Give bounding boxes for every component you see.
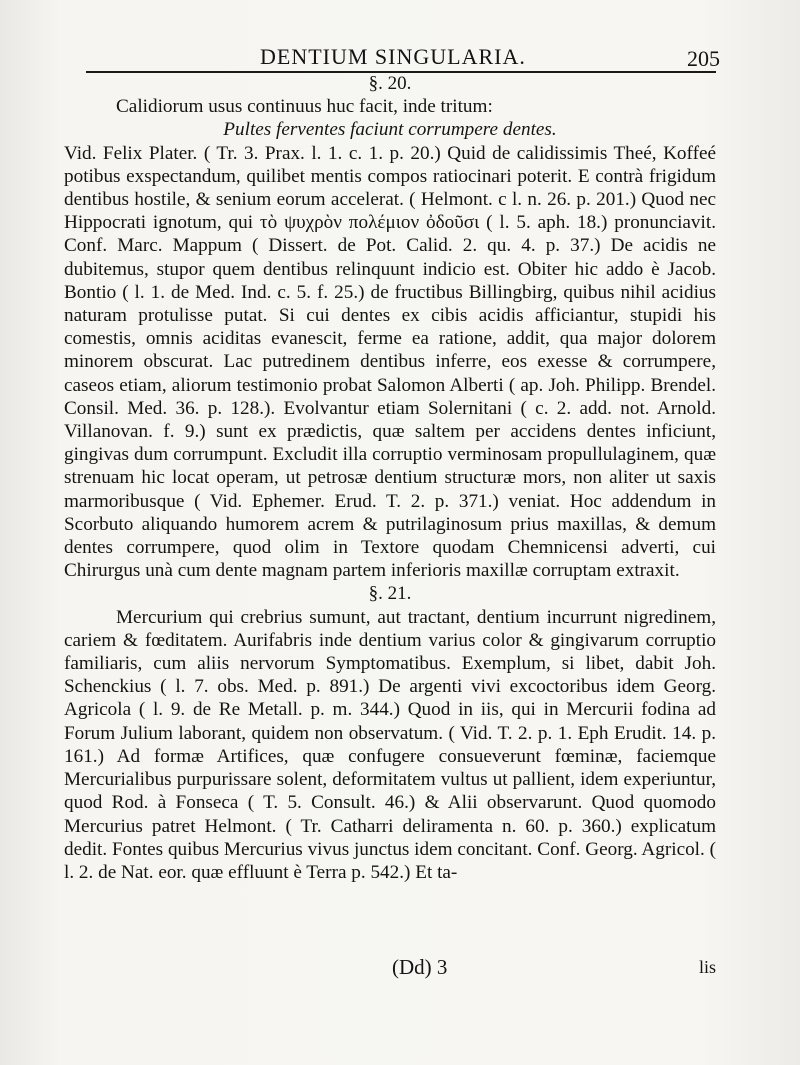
page-footer [64, 953, 716, 983]
section-20-paragraph: Vid. Felix Plater. ( Tr. 3. Prax. l. 1. c. 1. p. 20.) Quid de calidissimis Theé, Koffeé potibus exspectandum, quilibet mentis compos ratiocinari poterit. E contrà frigidum dentibus hostile, & senium eorum accelerat. ( Helmont. c l. n. 26. p. 201.) Quod nec Hippocrati ignotum, qui τὸ ψυχρὸν πολέμιον ὀδοῦσι ( l. 5. aph. 18.) pronunciavit. Conf. Marc. Mappum ( Dissert. de Pot. Calid. 2. qu. 4. p. 37.) De acidis ne dubitemus, stupor quem dentibus relinquunt indicio est. Obiter hic addo è Jacob. Bontio ( l. 1. de Med. Ind. c. 5. f. 25.) de fructibus Billingbirg, quibus nihil acidius naturam protulisse putat. Si cui dentes ex cibis acidis afficiantur, stupidi his comestis, omnis aciditas evanescit, ferme ea ratione, addit, qua major dolorem minorem obscurat. Lac putredinem dentibus inferre, eos exesse & corrumpere, caseos etiam, aliorum testimonio probat Salomon Alberti ( ap. Joh. Philipp. Brendel. Consil. Med. 36. p. 128.). Evolvantur etiam Solernitani ( c. 2. add. not. Arnold. Villanovan. f. 9.) sunt ex prædictis, quæ saltem per accidens dentes inficiunt, gingivas dum corrumpunt. Excludit illa corruptio verminosam propullulaginem, quæ strenuam hic locat operam, ut petrosæ dentium structuræ mors, non aliter ut saxis marmoribusque ( Vid. Ephemer. Erud. T. 2. p. 371.) veniat. Hoc addendum in Scorbuto aliquando humorem acrem & putrilaginosum prius maxillas, & demum dentes corrumpere, quod olim in Textore quodam Chemnicensi adverti, cui Chirurgus unà cum dente magnam partem inferioris maxillæ corruptam extraxit. [64, 142, 716, 582]
page-number: 205 [687, 46, 720, 71]
section-20-heading: §. 20. [368, 73, 412, 94]
page-body [64, 72, 716, 884]
signature-mark: (Dd) 3 [392, 955, 448, 979]
catchword: lis [698, 957, 716, 977]
section-21-heading: §. 21. [368, 583, 412, 605]
running-title: DENTIUM SINGULARIA. [260, 44, 526, 69]
section-21-paragraph: Mercurium qui crebrius sumunt, aut tractant, dentium incurrunt nigredinem, cariem & fœditatem. Aurifabris inde dentium varius color & gingivarum corruptio familiaris, cum aliis nervorum Symptomatibus. Exemplum, si libet, dabit Joh. Schenckius ( l. 7. obs. Med. p. 891.) De argenti vivi excoctoribus idem Georg. Agricola ( l. 9. de Re Metall. p. m. 344.) Quod in iis, qui in Mercurii fodina ad Forum Julium laborant, quidem non observatum. ( Vid. T. 2. p. 1. Eph Erudit. 14. p. 161.) Ad formæ Artifices, quæ confugere consueverunt fœminæ, faciemque Mercurialibus purpurissare solent, deformitatem vultus ut pallient, idem experiuntur, quod Rod. à Fonseca ( T. 5. Consult. 46.) & Alii observarunt. Quod quomodo Mercurius patret Helmont. ( Tr. Catharri deliramenta n. 60. p. 360.) explicatum dedit. Fontes quibus Mercurius vivus junctus idem concitant. Conf. Georg. Agricol. ( l. 2. de Nat. eor. quæ effluunt è Terra p. 542.) Et ta- [64, 606, 716, 883]
section-20-verse: Pultes ferventes faciunt corrumpere dentes. [223, 119, 557, 141]
section-20-lead: Calidiorum usus continuus huc facit, inde tritum: [116, 96, 493, 118]
